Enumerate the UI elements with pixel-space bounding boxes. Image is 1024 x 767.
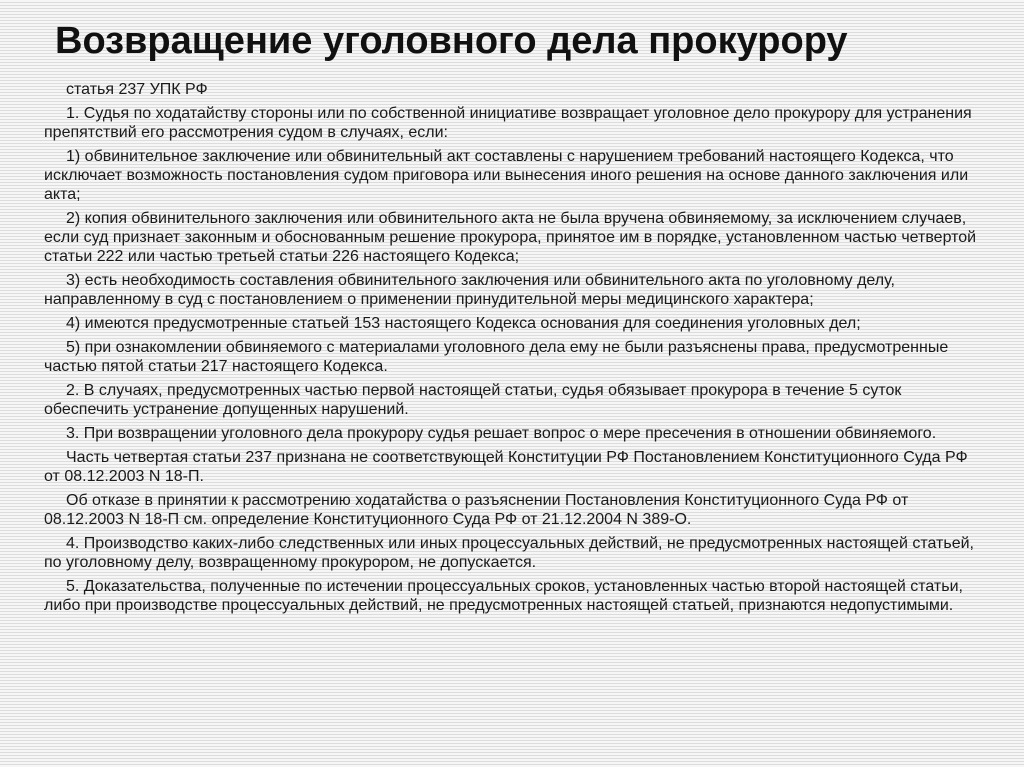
paragraph: 1) обвинительное заключение или обвинительный акт составлены с нарушением требований настоящего Кодекса, что исключает возможность постановления судом приговора или вынесения иного решения на основе данного заключения или акта;	[44, 148, 969, 203]
paragraph: 5) при ознакомлении обвиняемого с материалами уголовного дела ему не были разъяснены права, предусмотренные частью пятой статьи 217 настоящего Кодекса.	[44, 339, 949, 375]
paragraph: 2) копия обвинительного заключения или обвинительного акта не была вручена обвиняемому, за исключением случаев, если суд признает законным и обоснованным решение прокурора, принятое им в порядке, установленном частью четвертой статьи 222 или частью третьей статьи 226 настоящего Кодекса;	[44, 210, 977, 265]
paragraph: 3. При возвращении уголовного дела прокурору судья решает вопрос о мере пресечения в отношении обвиняемого.	[66, 425, 937, 442]
paragraph: 1. Судья по ходатайству стороны или по собственной инициативе возвращает уголовное дело прокурору для устранения препятствий его рассмотрения судом в случаях, если:	[44, 105, 972, 141]
paragraph: Часть четвертая статьи 237 признана не соответствующей Конституции РФ Постановлением Конституционного Суда РФ от 08.12.2003 N 18-П.	[44, 449, 968, 485]
paragraph: 3) есть необходимость составления обвинительного заключения или обвинительного акта по уголовному делу, направленному в суд с постановлением о применении принудительной меры медицинского характера;	[44, 272, 895, 308]
article-subtitle: статья 237 УПК РФ	[66, 81, 208, 98]
article-text	[44, 80, 986, 620]
paragraph: 4. Производство каких-либо следственных или иных процессуальных действий, не предусмотренных настоящей статьей, по уголовному делу, возвращенному прокурором, не допускается.	[44, 535, 974, 571]
paragraph: Об отказе в принятии к рассмотрению ходатайства о разъяснении Постановления Конституционного Суда РФ от 08.12.2003 N 18-П см. определение Конституционного Суда РФ от 21.12.2004 N 389-О.	[44, 492, 909, 528]
page-title-tail: ру	[803, 20, 848, 62]
page-title-main: Возвращение уголовного дела прокуро	[55, 20, 804, 62]
page-title	[55, 18, 848, 64]
paragraph: 2. В случаях, предусмотренных частью первой настоящей статьи, судья обязывает прокурора в течение 5 суток обеспечить устранение допущенных нарушений.	[44, 382, 902, 418]
paragraph: 5. Доказательства, полученные по истечении процессуальных сроков, установленных частью второй настоящей статьи, либо при производстве процессуальных действий, не предусмотренных настоящей статьей, признаются недопустимыми.	[44, 578, 963, 614]
paragraph: 4) имеются предусмотренные статьей 153 настоящего Кодекса основания для соединения уголовных дел;	[66, 315, 861, 332]
